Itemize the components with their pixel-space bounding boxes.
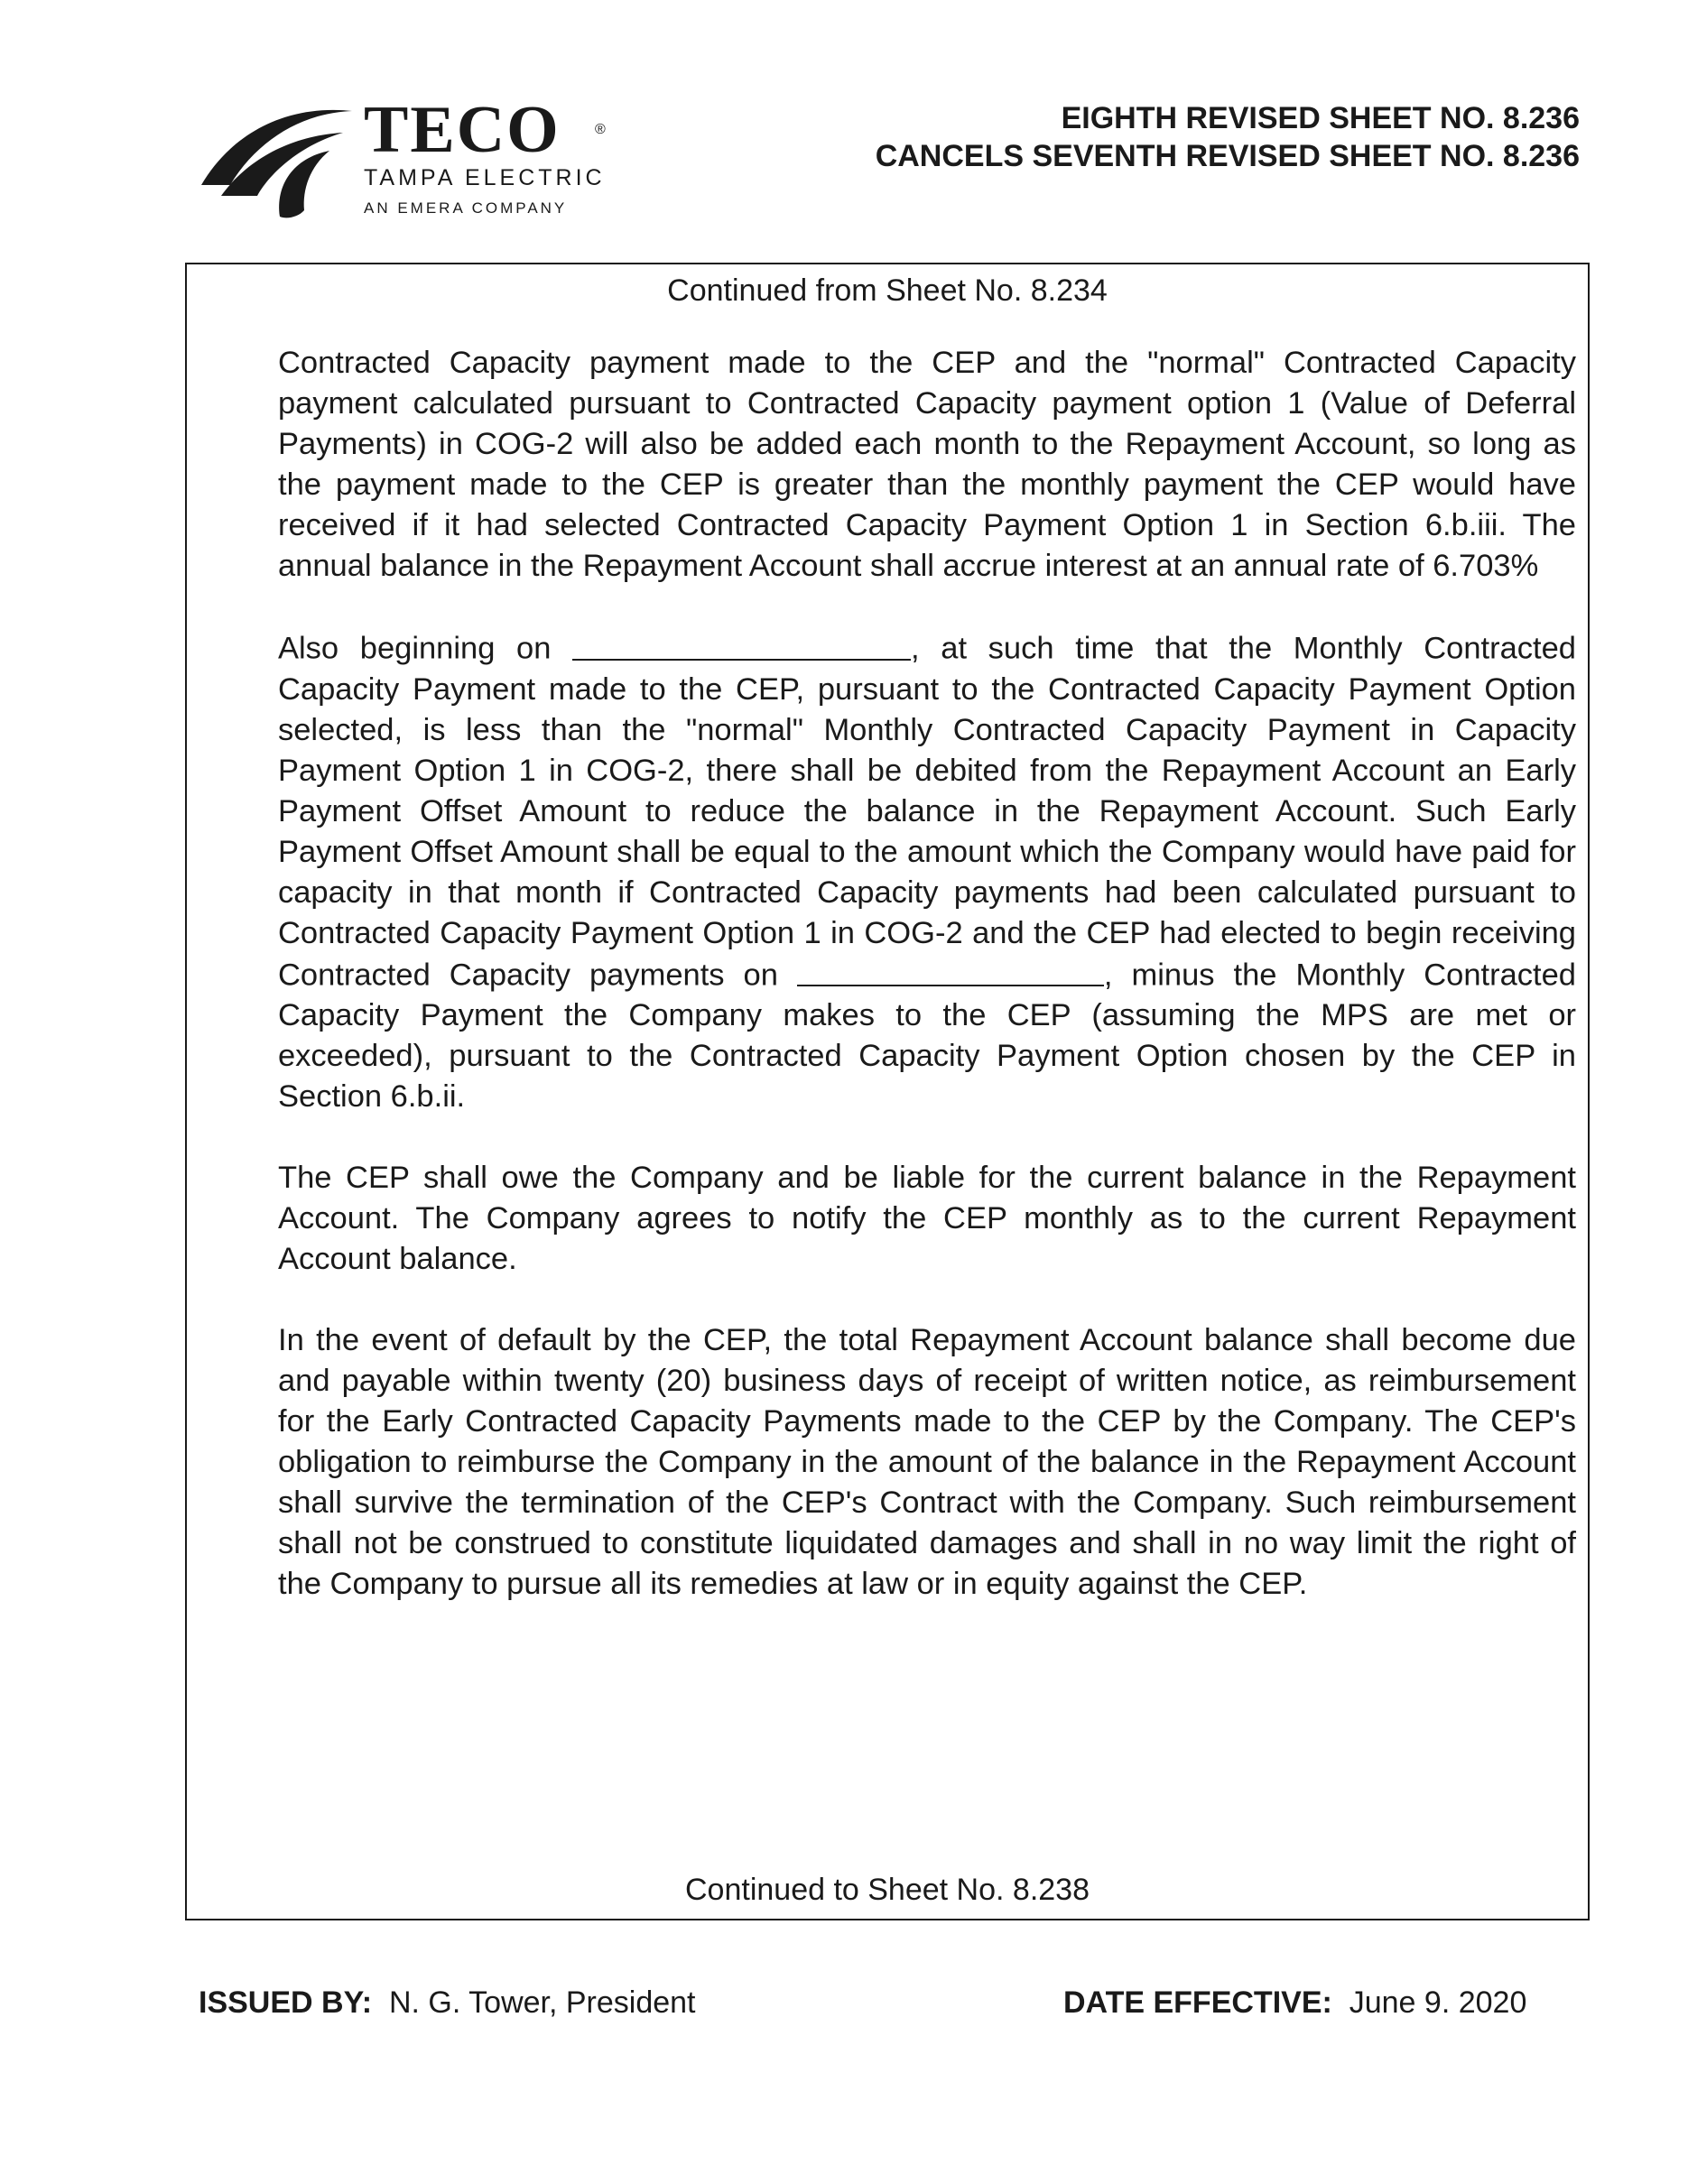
logo-tagline: AN EMERA COMPANY xyxy=(364,199,568,217)
continued-to: Continued to Sheet No. 8.238 xyxy=(685,1873,1090,1907)
logo-brand: TECO xyxy=(364,93,561,167)
paragraph-text: , minus the Monthly Contracted Capacity Payment the Company makes to the CEP (assuming the MPS are met or exceeded), pursuant to the Contracted Capacity Payment Option chosen by the CEP in Section 6.b.ii. xyxy=(278,958,1576,1114)
logo-subtitle: TAMPA ELECTRIC xyxy=(364,165,606,190)
continued-from: Continued from Sheet No. 8.234 xyxy=(667,273,1108,308)
paragraph-cep-liability: The CEP shall owe the Company and be liable for the current balance in the Repayment Account. The Company agrees to notify the CEP monthly as to the current Repayment Account balance. xyxy=(278,1161,1576,1276)
paragraph-early-payment-offset xyxy=(278,627,1576,1117)
issued-by-value: N. G. Tower, President xyxy=(388,1985,696,2020)
paragraph-text: Also beginning on xyxy=(278,631,573,666)
paragraph-repayment-additions: Contracted Capacity payment made to the CEP and the "normal" Contracted Capacity payment calculated pursuant to Contracted Capacity payment option 1 (Value of Deferral Payments) in COG-2 will also be added each month to the Repayment Account, so long as the payment made to the CEP is greater than the monthly payment the CEP would have received if it had selected Contracted Capacity Payment Option 1 in Section 6.b.iii. The annual balance in the Repayment Account shall accrue interest at an annual rate of 6.703% xyxy=(278,346,1576,583)
teco-swoosh-icon xyxy=(194,95,357,221)
sheet-number: EIGHTH REVISED SHEET NO. 8.236 xyxy=(1061,101,1580,135)
sheet-header xyxy=(876,99,1580,175)
tariff-content-frame xyxy=(185,263,1590,1920)
issued-by xyxy=(199,1985,696,2021)
paragraph-default: In the event of default by the CEP, the total Repayment Account balance shall become due and payable within twenty (20) business days of receipt of written notice, as reimbursement for the Early Contracted Capacity Payments made to the CEP by the Company. The CEP's obligation to reimburse the Company in the amount of the balance in the Repayment Account shall survive the termination of the CEP's Contract with the Company. Such reimbursement shall not be construed to constitute liquidated damages and shall in no way limit the right of the Company to pursue all its remedies at law or in equity against the CEP. xyxy=(278,1323,1576,1601)
date-blank-line xyxy=(572,627,911,661)
date-effective-value: June 9. 2020 xyxy=(1349,1985,1527,2020)
date-blank-line xyxy=(797,954,1104,987)
registered-mark: ® xyxy=(595,122,606,137)
tariff-body xyxy=(278,343,1576,1645)
teco-logo xyxy=(194,95,663,221)
issued-by-label: ISSUED BY: xyxy=(199,1985,373,2020)
date-effective-label: DATE EFFECTIVE: xyxy=(1063,1985,1332,2020)
date-effective xyxy=(1063,1985,1526,2021)
paragraph-text: , at such time that the Monthly Contracted Capacity Payment made to the CEP, pursuant to the Contracted Capacity Payment Option selected, is less than the "normal" Monthly Contracted Capacity Payment in Capacity Payment Option 1 in COG-2, there shall be debited from the Repayment Account an Early Payment Offset Amount to reduce the balance in the Repayment Account. Such Early Payment Offset Amount shall be equal to the amount which the Company would have paid for capacity in that month if Contracted Capacity payments had been calculated pursuant to Contracted Capacity Payment Option 1 in COG-2 and the CEP had elected to begin receiving Contracted Capacity payments on xyxy=(278,631,1576,992)
cancels-sheet-number: CANCELS SEVENTH REVISED SHEET NO. 8.236 xyxy=(875,139,1580,173)
